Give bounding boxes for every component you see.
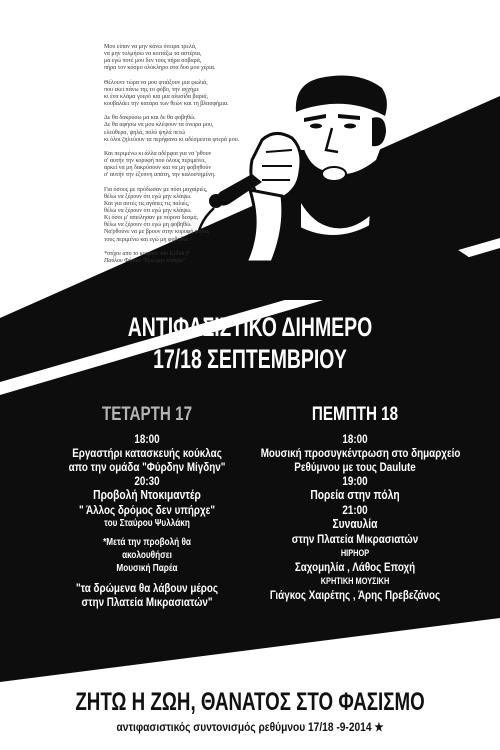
poem-line: Να'ρθούνε να με βρουν στην κορυφή ψηλά, [104,229,210,236]
venue-text: στην Πλατεία Μικρασιατών" [81,595,213,609]
poem-line: τους περιμένω και εγώ μη φοβηθώ. [104,236,189,243]
wednesday-heading: ΤΕΤΑΡΤΗ 17 [101,404,193,425]
poem-line: Και για αυτές τις αγάπες τις παλιές, [104,200,190,207]
genre-label: ΚΡΗΤΙΚΗ ΜΟΥΣΙΚΗ [320,576,390,586]
poem-credit-line: *στίχοι απο το κομμάτι του Killah P [104,250,190,257]
poem-line: σ' αυτήν την κορυφή που όλους περιμένει, [104,158,206,165]
poem-text [104,44,304,272]
note-text: ακολουθήσει [122,550,172,561]
poem-line: κι όλοι ζηλεύουν τα περήφανα κι αδέσμευτα φτερά μου. [104,136,240,143]
time-label: 18:00 [134,432,160,446]
event-title: ΑΝΤΙΦΑΣΙΣΤΙΚΟ ΔΙΗΜΕΡΟ [127,312,373,342]
event-text: " Άλλος δρόμος δεν υπήρχε" [79,503,215,517]
event-text: Ρεθύμνου με τους Daulute [294,460,416,474]
poem-line: θέλω να ξέρουν ότι εγώ μην κλάψω. [104,207,192,214]
poem-line: Μου είπαν να μην κάνω όνειρα τρελά, [104,44,197,50]
time-label: 19:00 [342,474,368,488]
poem-line: κουβαλάει την κατάρα των θεών και τη βλασφήμια. [104,101,229,108]
poem-line: θέλω να ξέρουν ότι εγώ μην κλάψω. [104,193,192,200]
poem-credit-line: Παύλου Φύσσα "Εγώ μην κλάψω" [104,257,186,264]
venue-text: "τα δρώμενα θα λάβουν μέρος [75,581,219,595]
poem-line: πήρα τον κόσμο ολόκληρο στα δυο μου χέρια. [104,65,216,72]
note-text: *Μετά την προβολή θα [103,537,191,548]
poem-stanza [104,187,304,244]
event-text: Μουσική προσυγκέντρωση στο δημαρχείο [260,446,461,460]
time-label: 20:30 [134,474,160,488]
time-label: 18:00 [342,432,368,446]
poem-line: θέλω να ξέρουν ότι εγώ μη φοβηθώ. [104,222,192,229]
poem-stanza [104,80,304,109]
poem-line: να μην τολμήσω να κοιτάξω τα αστέρια, [104,51,202,58]
venue-text: στην Πλατεία Μικρασιατών [291,532,419,546]
poem-line: Και περιμένω κι άλλα αδέρφια για να 'ρθουν [104,150,212,157]
poem-line: Θέλουνε τώρα να μου φτιάξουν μια φωλιά, [104,79,208,86]
poem-line: Για όσους με πρόδωσαν με πόσι μαχαίριές, [104,186,208,193]
artists-text: Γιάγκος Χαιρέτης , Άρης Πρεβεζάνος [269,588,441,602]
poem-line: Κι όσοι μ' απείλησαν με πύρινα δεσμά, [104,215,199,222]
event-text: Εργαστήρι κατασκευής κούκλας [72,446,222,460]
artists-text: Σαχομηλία , Λάθος Εποχή [294,560,416,574]
poem-line: Δε θα αφήσω να μου κλέψουν τα όνειρα μου, [104,122,214,129]
event-text: Πορεία στην πόλη [310,488,400,502]
genre-label: HIPHOP [340,548,370,558]
poem-line: αρκεί να μη δακρύσουν και να μη φοβηθούν [104,165,212,172]
thursday-heading: ΠΕΜΠΤΗ 18 [311,404,399,425]
poem-credit [104,251,304,265]
event-text: του Σταύρου Ψυλλάκη [104,518,190,529]
poem-line: Δε θα δακρύσω μα και δε θα φοβηθώ. [104,115,196,122]
poem-stanza [104,115,304,144]
note-text: Μουσική Παρέα [116,563,178,574]
wednesday-column [32,404,262,609]
poem-line: μα εγώ ποτέ μου δεν τους πήρα σοβαρά, [104,58,202,65]
event-title: Προβολή Ντοκιμαντέρ [93,488,201,502]
poem-line: ελεύθερα, ψηλά, πολύ ψηλά πετώ [104,129,186,136]
poem-line: που εκεί πάνω της το φόβο, την αγχήμε [104,86,199,93]
time-label: 21:00 [342,503,368,517]
footer-signature: αντιφασιστικός συντονισμός ρεθύμνου 17/18 -9-2014 ★ [116,720,384,734]
thursday-column [240,404,470,602]
poem-stanza [104,44,304,73]
event-title: Συναυλία [332,517,378,531]
footer-slogan: ΖΗΤΩ Η ΖΩΗ, ΘΑΝΑΤΟΣ ΣΤΟ ΦΑΣΙΣΜΟ [75,688,425,716]
poem-line: σ' αυτήν την έξυπνη απάτη, την καλοστημένη. [104,172,216,179]
event-dates: 17/18 ΣΕΠΤΕΜΒΡΙΟΥ [153,344,347,374]
event-text: απο την ομάδα "Φύρδην Μίγδην" [68,460,226,474]
poem-line: κι ένα κλάμα γοερό και μια αλυσίδα βαριά, [104,93,209,100]
poem-stanza [104,151,304,180]
